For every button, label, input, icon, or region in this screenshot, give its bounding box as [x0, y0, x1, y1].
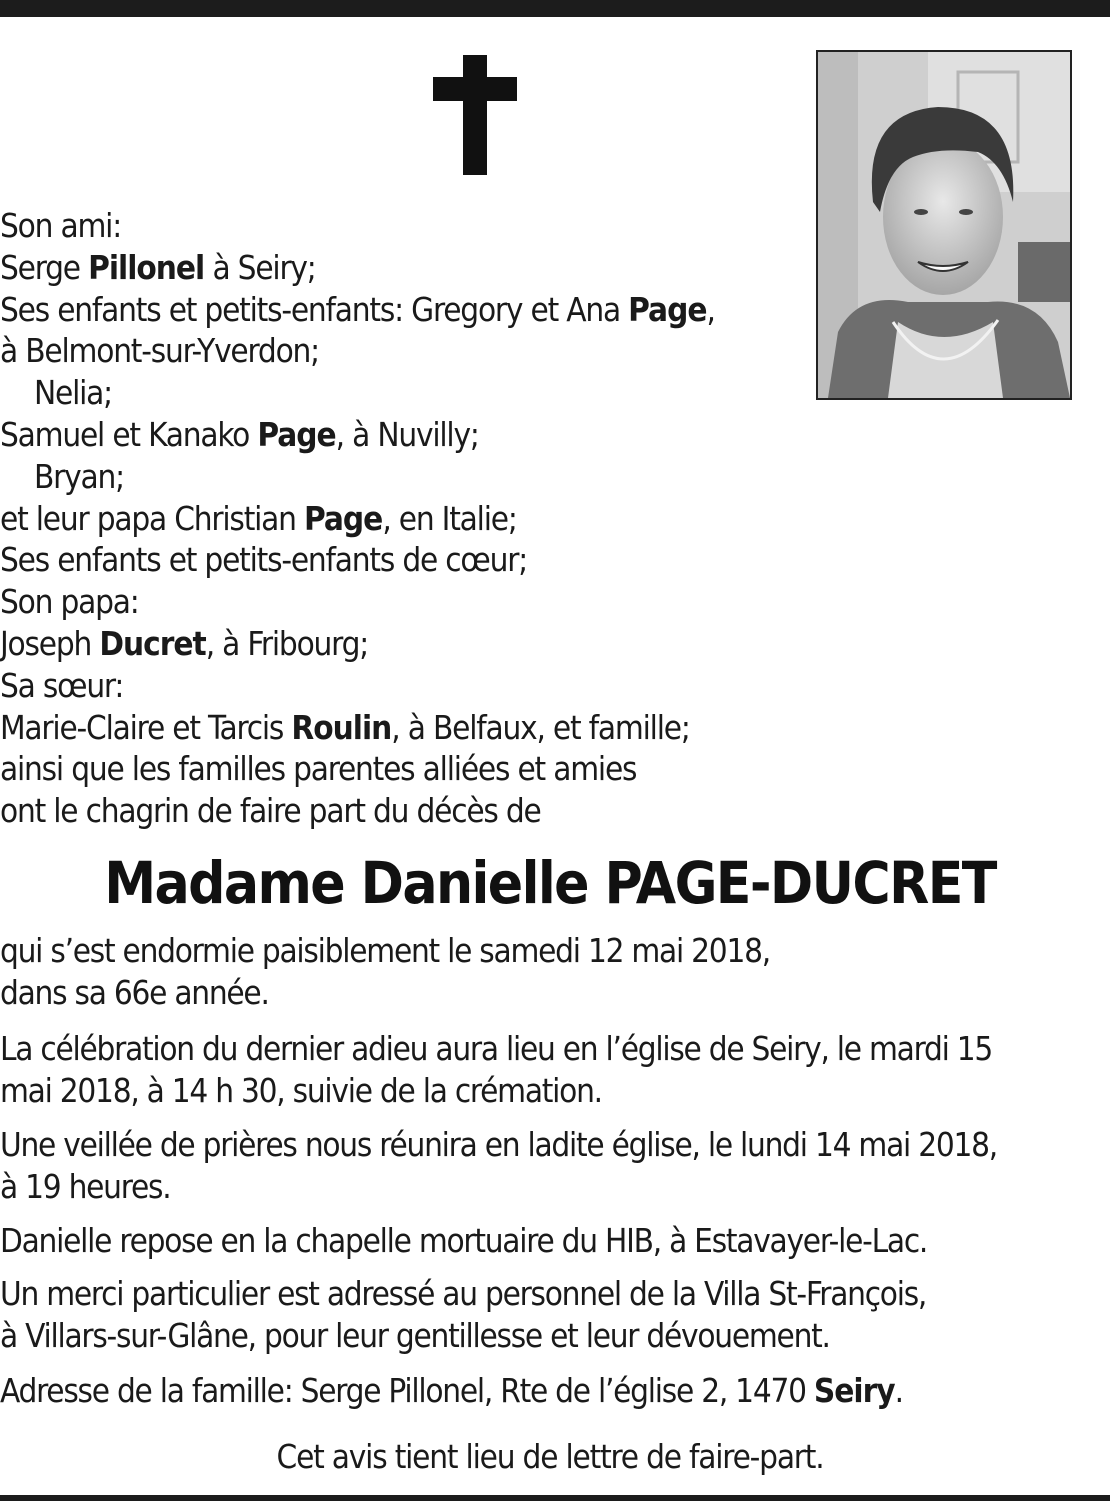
family-list: [0, 205, 800, 832]
thanks-paragraph: Un merci particulier est adressé au personnel de la Villa St-François, à Villars-sur-Glâne, pour leur gentillesse et leur dévouement.: [0, 1274, 927, 1355]
rest-paragraph: Danielle repose en la chapelle mortuaire du HIB, à Estavayer-le-Lac.: [0, 1221, 928, 1260]
family-line: Son ami:: [0, 206, 122, 245]
cross-icon: [433, 55, 517, 175]
family-line: Nelia;: [34, 373, 112, 413]
family-line: ont le chagrin de faire part du décès de: [0, 791, 541, 831]
portrait-photo: [816, 50, 1072, 400]
family-line: Sa sœur:: [0, 665, 124, 705]
bottom-rule: [0, 1495, 1110, 1501]
family-line: Son papa:: [0, 582, 139, 622]
family-line: à Belmont-sur-Yverdon;: [0, 331, 319, 371]
family-line: ainsi que les familles parentes alliées et amies: [0, 749, 637, 789]
family-line: et leur papa Christian Page, en Italie;: [0, 498, 517, 538]
deceased-name: Madame Danielle PAGE-DUCRET: [104, 849, 996, 917]
top-rule: [0, 0, 1110, 17]
family-line: Ses enfants et petits-enfants de cœur;: [0, 540, 528, 580]
ceremony-paragraph: La célébration du dernier adieu aura lieu en l’église de Seiry, le mardi 15 mai 2018, à 14 h 30, suivie de la crémation.: [0, 1029, 993, 1110]
closing-note: Cet avis tient lieu de lettre de faire-part.: [276, 1437, 824, 1476]
family-line: Bryan;: [34, 456, 124, 496]
vigil-paragraph: Une veillée de prières nous réunira en ladite église, le lundi 14 mai 2018, à 19 heures.: [0, 1125, 997, 1206]
family-line: Ses enfants et petits-enfants: Gregory et Ana Page,: [0, 289, 715, 329]
family-line: Joseph Ducret, à Fribourg;: [0, 623, 369, 663]
family-line: Samuel et Kanako Page, à Nuvilly;: [0, 414, 479, 454]
family-line: Marie-Claire et Tarcis Roulin, à Belfaux, et famille;: [0, 707, 690, 747]
address-paragraph: Adresse de la famille: Serge Pillonel, Rte de l’église 2, 1470 Seiry.: [0, 1371, 903, 1410]
family-line: Serge Pillonel à Seiry;: [0, 247, 316, 287]
death-paragraph: qui s’est endormie paisiblement le samedi 12 mai 2018, dans sa 66e année.: [0, 931, 770, 1012]
